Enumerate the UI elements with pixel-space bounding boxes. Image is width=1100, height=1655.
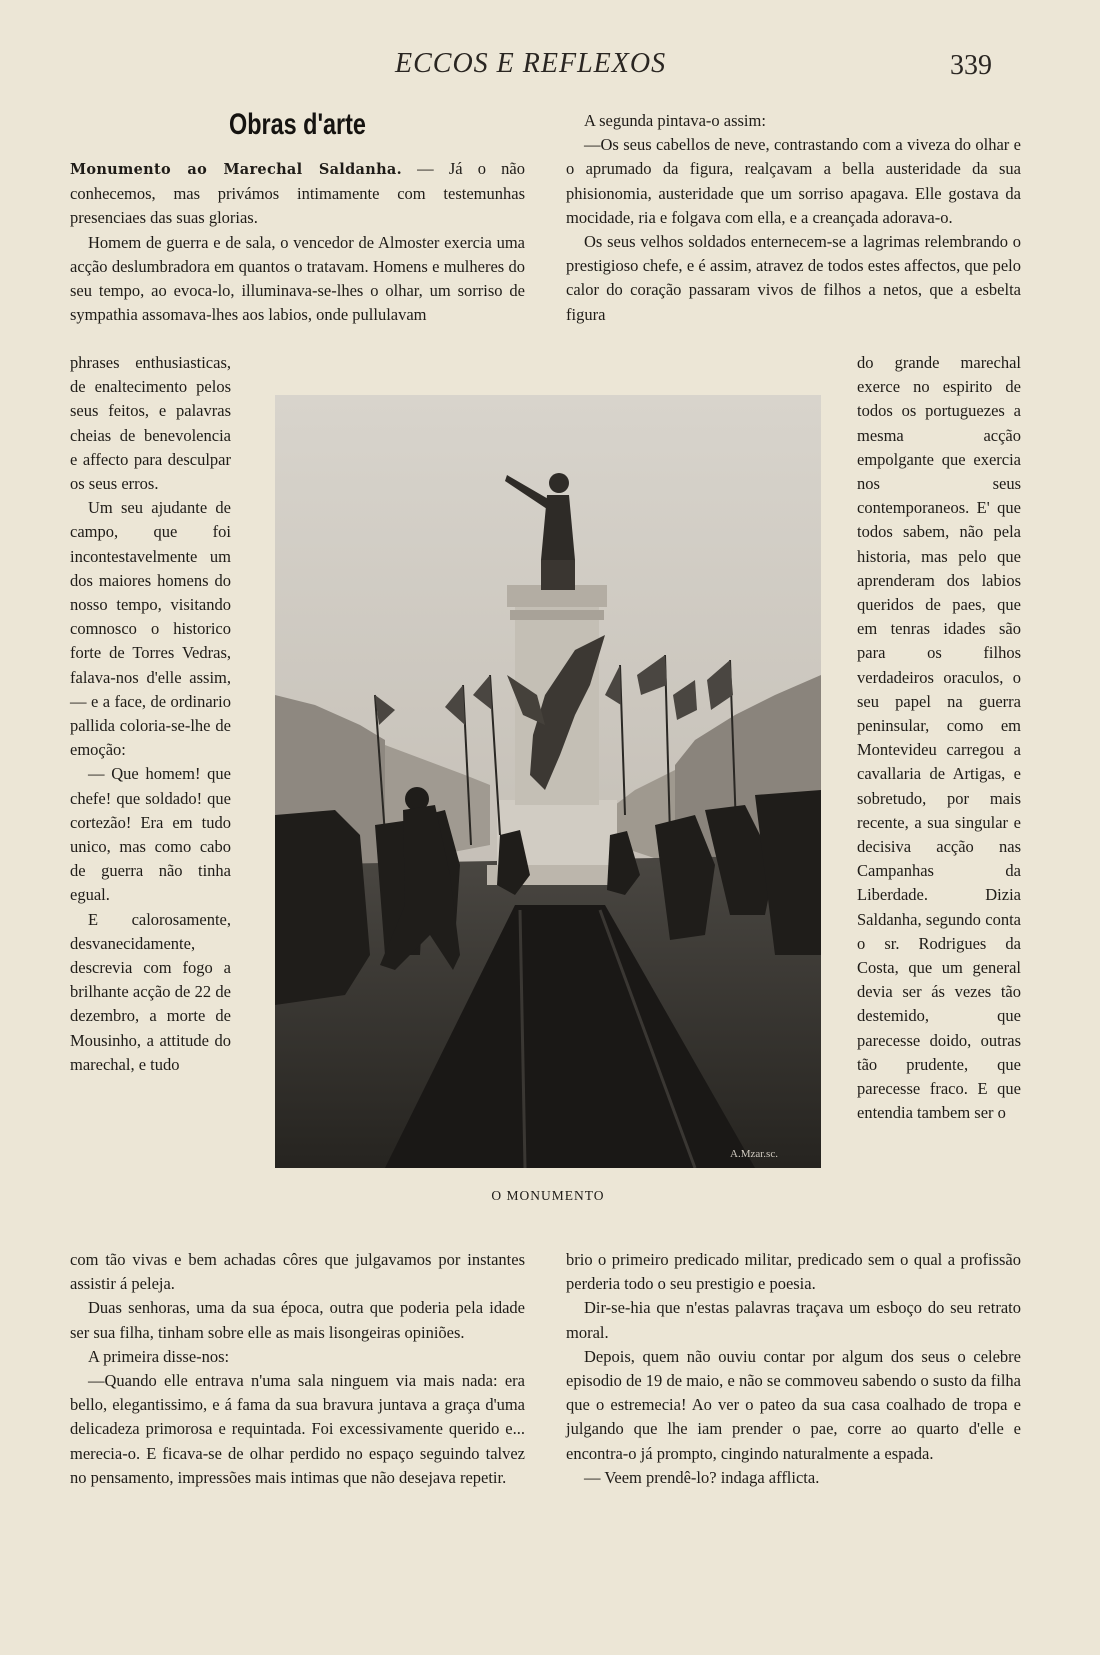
paragraph: E calorosamente, desvanecidamente, descrevia com fogo a brilhante acção de 22 de dezembro, a morte de Mousinho, a attitude do marechal, e tudo (70, 909, 231, 1074)
col1-narrow-text (70, 351, 231, 1077)
paragraph: Depois, quem não ouviu contar por algum dos seus o celebre episodio de 19 de maio, e não se commoveu sabendo o susto da filha que o estremecia! Ao ver o pateo da sua casa coalhado de tropa e julgando que lhe iam prender o pae, corre ao quarto d'elle e encontra-o já prompto, cingindo naturalmente a espada. (566, 1346, 1021, 1463)
paragraph: Homem de guerra e de sala, o vencedor de Almoster exercia uma acção deslumbradora em quantos o tratavam. Homens e mulheres do seu tempo, ao evoca-lo, illuminava-se-lhes o olhar, um sorriso de sympathia assomava-lhes aos labios, onde pullulavam (70, 232, 525, 325)
paragraph: Um seu ajudante de campo, que foi incontestavelmente um dos maiores homens do nosso tempo, visitando comnosco o historico forte de Torres Vedras, falava-nos d'elle assim, — e a face, de ordinario pallida coloria-se-lhe de emoção: (70, 498, 231, 760)
col1-bottom-text (70, 1248, 525, 1490)
paragraph (70, 157, 525, 231)
section-title: Obras d'arte (229, 108, 366, 141)
monument-photograph (275, 395, 821, 1168)
paragraph: —Os seus cabellos de neve, contrastando com a viveza do olhar e o aprumado da figura, realçavam a bella austeridade da sua phisionomia, austeridade que um sorriso apagava. Elle gostava da mocidade, ria e folgava com ella, e a creançada adorava-o. (566, 135, 1021, 227)
paragraph: — Veem prendê-lo? indaga afflicta. (584, 1467, 820, 1487)
col2-bottom-text (566, 1248, 1021, 1490)
monument-photo-drawing (275, 395, 821, 1168)
photographer-mark: A.Mzar.sc. (730, 1148, 778, 1160)
article-lead: Monumento ao Marechal Saldanha. (70, 161, 402, 178)
paragraph: Duas senhoras, uma da sua época, outra que poderia pela idade ser sua filha, tinham sobre elle as mais lisongeiras opiniões. (70, 1298, 525, 1342)
paragraph: phrases enthusiasticas, de enaltecimento pelos seus feitos, e palavras cheias de benevolencia e affecto para desculpar os seus erros. (70, 353, 231, 494)
page-number: 339 (950, 50, 992, 81)
paragraph: Os seus velhos soldados enternecem-se a lagrimas relembrando o prestigioso chefe, e é assim, atravez de todos estes affectos, que pelo calor do coração passaram vivos de filhos a netos, que a esbelta figura (566, 232, 1021, 324)
paragraph: do grande marechal exerce no espirito de todos os portuguezes a mesma acção empolgante que exercia nos seus contemporaneos. E' que todos sabem, não pela historia, mas pelo que aprenderam dos labios queridos de paes, que em tenras idades são para os filhos verdadeiros oraculos, o seu papel na guerra peninsular, como em Montevideu carregou a cavallaria de Artigas, e sobretudo, por mais recente, a sua singular e decisiva acção nas Campanhas da Liberdade. Dizia Saldanha, segundo conta o sr. Rodrigues da Costa, que um general devia ser ás vezes tão destemido, que parecesse doido, outras tão prudente, que parecesse fraco. E que entendia tambem ser o (857, 353, 1021, 1123)
paragraph: Dir-se-hia que n'estas palavras traçava um esboço do seu retrato moral. (566, 1298, 1021, 1342)
col2-top-text (566, 109, 1021, 327)
paragraph: com tão vivas e bem achadas côres que julgavamos por instantes assistir á peleja. (70, 1250, 525, 1294)
figure-caption: O MONUMENTO (491, 1188, 605, 1203)
paragraph: — Que homem! que chefe! que soldado! que cortezão! Era em tudo unico, mas como cabo de guerra não tinha egual. (70, 764, 231, 905)
paragraph-text: — Já o não conhecemos, mas privámos intimamente com testemunhas presenciaes das suas glorias. (70, 159, 525, 228)
col2-narrow-text (857, 351, 1021, 1126)
col1-top-text (70, 157, 525, 327)
running-head: ECCOS E REFLEXOS (395, 48, 667, 79)
paragraph: A segunda pintava-o assim: (584, 111, 766, 130)
paragraph: —Quando elle entrava n'uma sala ninguem via mais nada: era bello, elegantissimo, e á fama da sua bravura juntava a graça d'uma delicadeza primorosa e requintada. Foi excessivamente querido e... merecia-o. E ficava-se de olhar perdido no espaço seguindo talvez no pensamento, impressões mais intimas que não desejava repetir. (70, 1371, 525, 1487)
paragraph: brio o primeiro predicado militar, predicado sem o qual a profissão perderia todo o seu prestigio e poesia. (566, 1250, 1021, 1294)
paragraph: A primeira disse-nos: (88, 1346, 230, 1366)
